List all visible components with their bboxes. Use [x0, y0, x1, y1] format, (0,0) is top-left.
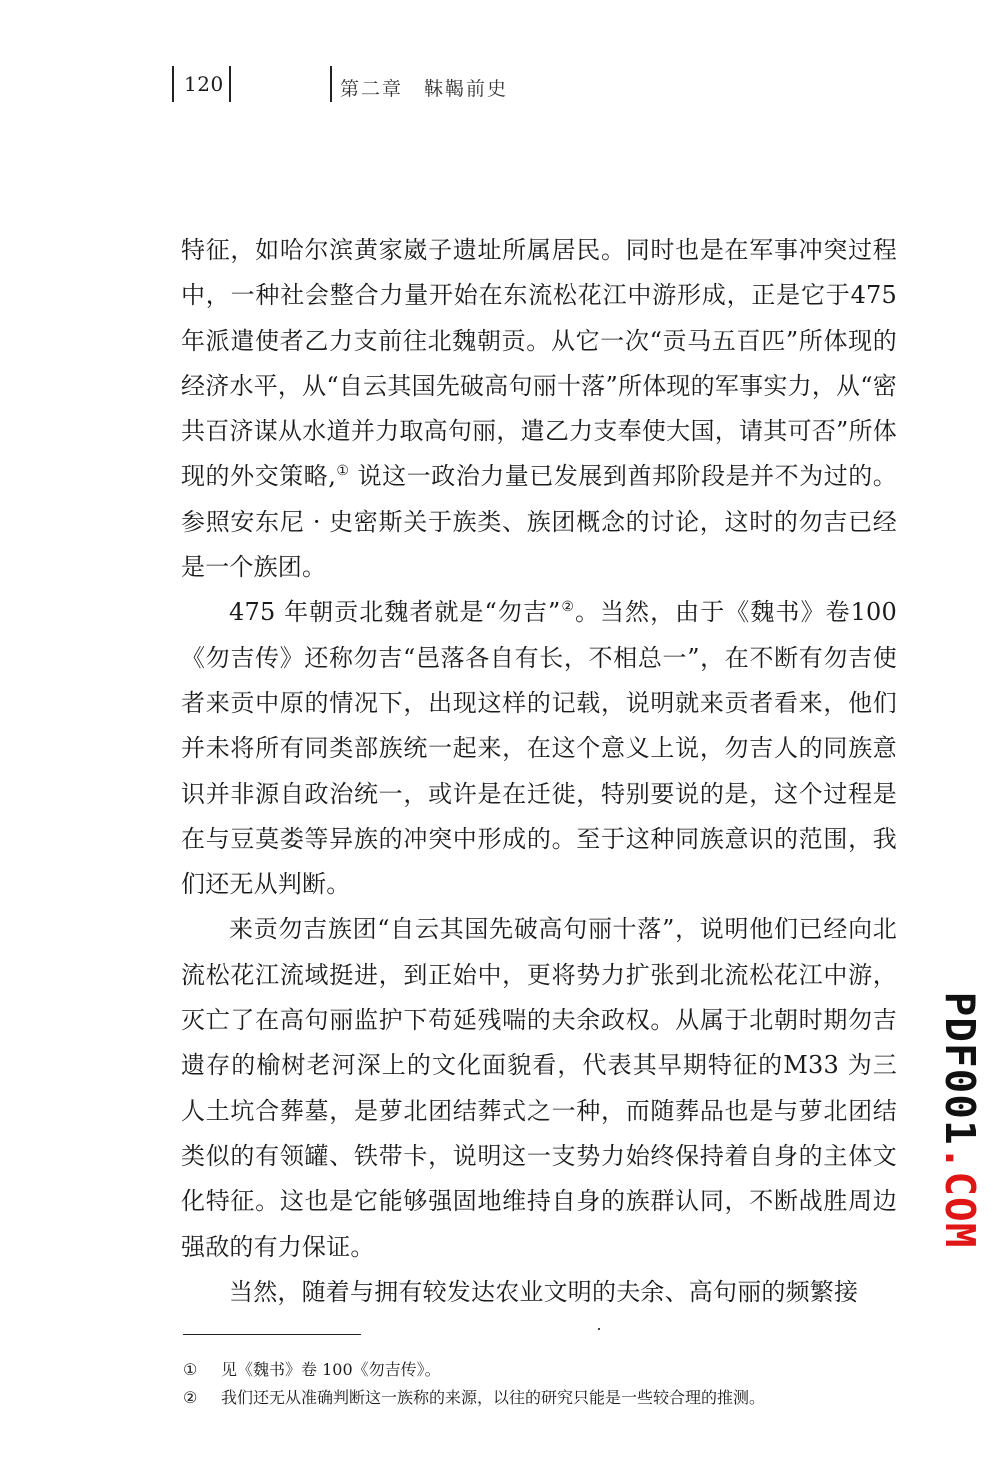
- paragraph-text: 475 年朝贡北魏者就是“勿吉”: [229, 598, 561, 627]
- header-divider: [330, 66, 332, 102]
- paragraph: [181, 590, 897, 907]
- footnote: [183, 1384, 903, 1412]
- footnotes: [183, 1356, 903, 1412]
- watermark-part2: .COM: [936, 1145, 984, 1249]
- paragraph: [181, 228, 897, 590]
- header-divider: [229, 66, 231, 102]
- paragraph-text: 来贡勿吉族团“自云其国先破高句丽十落”，说明他们已经向北流松花江流域挺进，到正始中，更将势力扩张到北流松花江中游，灭亡了在高句丽监护下苟延残喘的夫余政权。从属于北朝时期勿吉遗存的榆树老河深上的文化面貌看，代表其早期特征的M33 为三人土坑合葬墓，是萝北团结葬式之一种，而随葬品也是与萝北团结类似的有领罐、铁带卡，说明这一支势力始终保持着自身的主体文化特征。这也是它能够强固地维持自身的族群认同，不断战胜周边强敌的有力保证。: [181, 915, 897, 1261]
- footnote-marker: ①: [183, 1360, 198, 1379]
- page-number: 120: [184, 72, 224, 96]
- footnote-reference: ①: [336, 463, 350, 480]
- paragraph-text: 说这一政治力量已发展到酋邦阶段是并不为过的。参照安东尼 · 史密斯关于族类、族团概念的讨论，这时的勿吉已经是一个族团。: [181, 462, 897, 582]
- paragraph: [181, 1270, 897, 1315]
- footnote: [183, 1356, 903, 1384]
- watermark-logo: [936, 991, 984, 1249]
- page-header: [172, 66, 772, 106]
- watermark-text: [936, 992, 984, 1249]
- watermark-part1: PDF001: [936, 991, 984, 1146]
- paragraph-text: 当然，随着与拥有较发达农业文明的夫余、高句丽的频繁接: [229, 1277, 859, 1306]
- footnote-text: 我们还无从准确判断这一族称的来源，以往的研究只能是一些较合理的推测。: [221, 1388, 766, 1407]
- footnote-rule: [183, 1334, 361, 1335]
- footnote-text: 见《魏书》卷 100《勿吉传》。: [221, 1360, 441, 1379]
- running-head-chapter: 第二章 靺鞨前史: [340, 78, 509, 100]
- header-divider: [172, 66, 174, 102]
- paragraph: [181, 907, 897, 1269]
- footnote-marker: ②: [183, 1388, 198, 1407]
- stray-mark: [598, 1328, 600, 1330]
- main-text: [181, 228, 897, 1315]
- footnote-reference: ②: [560, 599, 575, 616]
- paragraph-text: 。当然，由于《魏书》卷100《勿吉传》还称勿吉“邑落各自有长，不相总一”，在不断有勿吉使者来贡中原的情况下，出现这样的记载，说明就来贡者看来，他们并未将所有同类部族统一起来，在这个意义上说，勿吉人的同族意识并非源自政治统一，或许是在迁徙，特别要说的是，这个过程是在与豆莫娄等异族的冲突中形成的。至于这种同族意识的范围，我们还无从判断。: [181, 598, 897, 899]
- paragraph-text: 特征，如哈尔滨黄家崴子遗址所属居民。同时也是在军事冲突过程中，一种社会整合力量开始在东流松花江中游形成，正是它于475 年派遣使者乙力支前往北魏朝贡。从它一次“贡马五百匹”所体现的经济水平，从“自云其国先破高句丽十落”所体现的军事实力，从“密共百济谋从水道并力取高句丽，遣乙力支奉使大国，请其可否”所体现的外交策略,: [181, 236, 897, 491]
